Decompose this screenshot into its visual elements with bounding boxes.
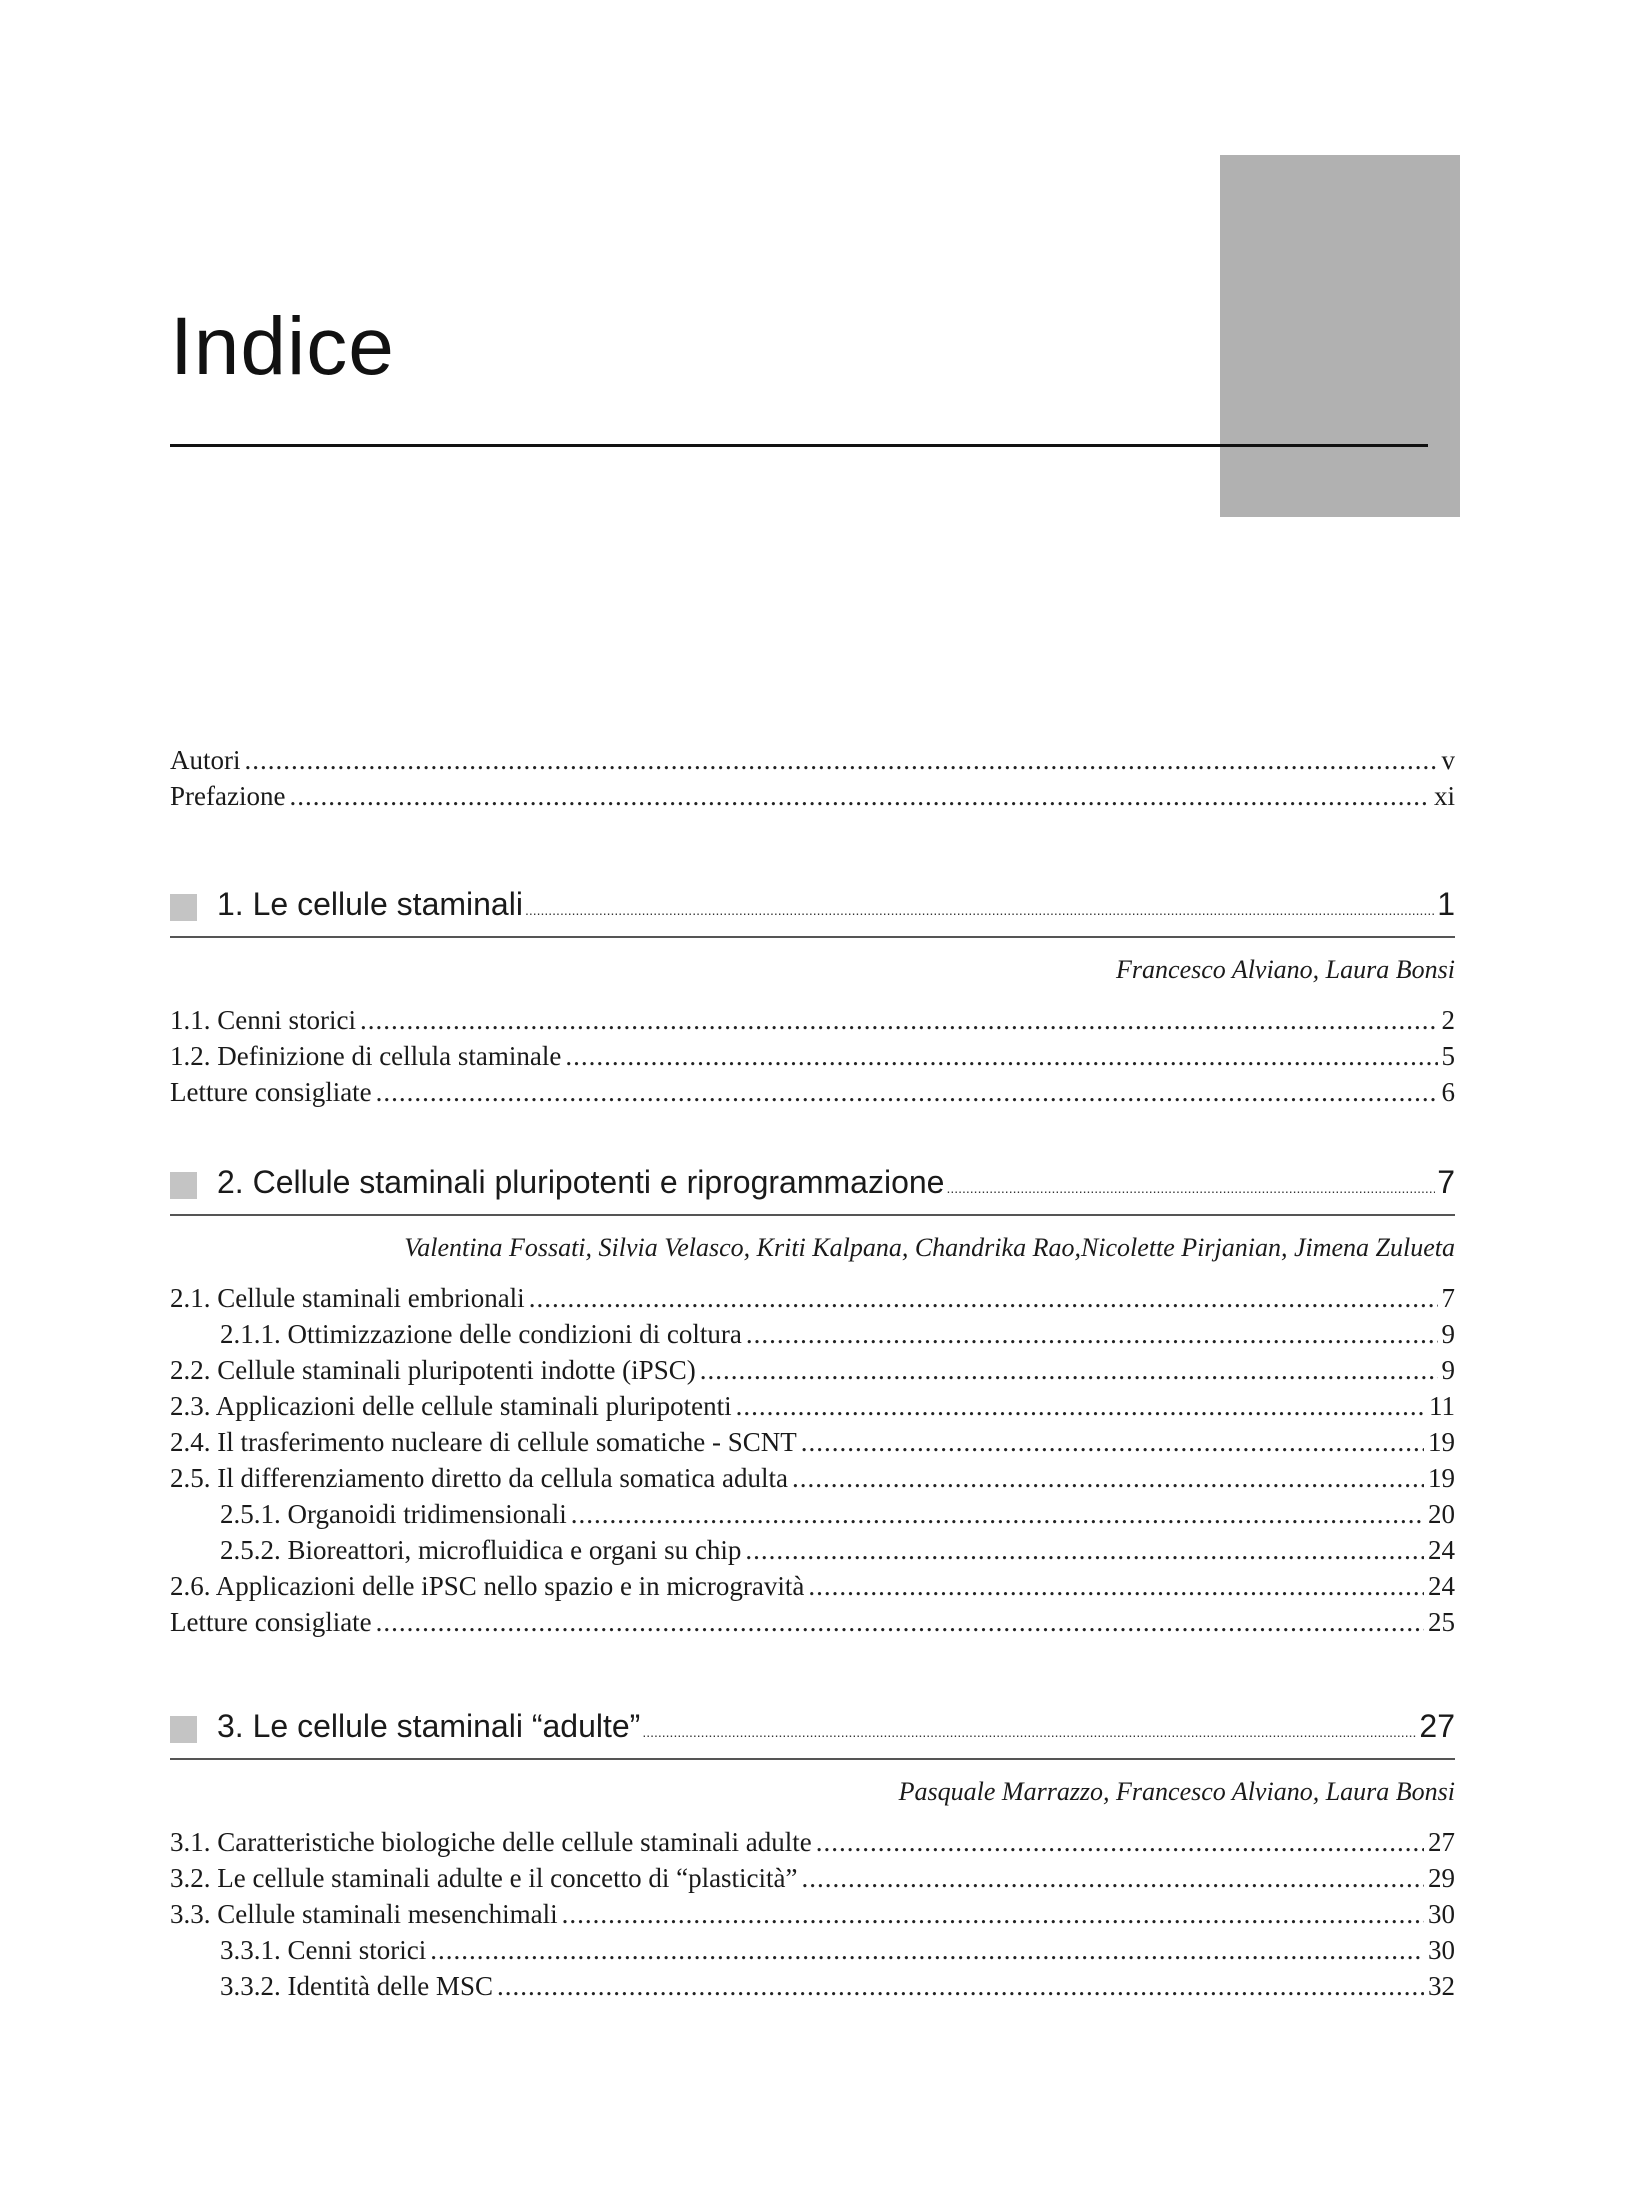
- toc-entry-label: 2.5.2. Bioreattori, microfluidica e organi su chip: [220, 1535, 742, 1565]
- toc-entry-page: 5: [1441, 1041, 1455, 1071]
- toc-entry-page: v: [1441, 745, 1455, 775]
- chapter-heading[interactable]: [170, 882, 1455, 938]
- dot-leader: [802, 1860, 1424, 1896]
- toc-subentry[interactable]: [170, 1932, 1455, 1968]
- dot-leader: [525, 888, 1435, 932]
- toc-entry[interactable]: [170, 1352, 1455, 1388]
- toc-entry[interactable]: [170, 1568, 1455, 1604]
- toc-entry-label: 3.3.1. Cenni storici: [220, 1935, 427, 1965]
- toc-entry-label: 3.1. Caratteristiche biologiche delle cellule staminali adulte: [170, 1827, 812, 1857]
- toc-entry-page: 19: [1428, 1463, 1455, 1493]
- dot-leader: [376, 1074, 1438, 1110]
- chapter-authors: Valentina Fossati, Silvia Velasco, Kriti Kalpana, Chandrika Rao,Nicolette Pirjanian, Jimena Zulueta: [404, 1233, 1455, 1262]
- dot-leader: [565, 1038, 1437, 1074]
- dot-leader: [946, 1166, 1435, 1210]
- toc-entry-page: 20: [1428, 1499, 1455, 1529]
- toc-entry-label: 2.1. Cellule staminali embrionali: [170, 1283, 525, 1313]
- toc-entry-page: 25: [1428, 1607, 1455, 1637]
- toc-entry-page: 11: [1429, 1391, 1455, 1421]
- chapter-title: 2. Cellule staminali pluripotenti e riprogrammazione: [217, 1164, 945, 1200]
- dot-leader: [245, 742, 1438, 778]
- toc-entry-page: 29: [1428, 1863, 1455, 1893]
- toc-entry[interactable]: [170, 1038, 1455, 1074]
- chapter-square-icon: [170, 1172, 197, 1199]
- toc-entry-label: 2.5.1. Organoidi tridimensionali: [220, 1499, 567, 1529]
- title-underline: [170, 444, 1428, 447]
- toc-entry-page: 6: [1441, 1077, 1455, 1107]
- toc-subentry[interactable]: [170, 1532, 1455, 1568]
- toc-entry-page: 32: [1428, 1971, 1455, 2001]
- chapter-2-section: [170, 1160, 1455, 1640]
- toc-entry-page: 24: [1428, 1571, 1455, 1601]
- toc-entry[interactable]: [170, 1460, 1455, 1496]
- chapter-square-icon: [170, 894, 197, 921]
- toc-entry-page: 24: [1428, 1535, 1455, 1565]
- toc-entry-label: 1.1. Cenni storici: [170, 1005, 356, 1035]
- decorative-grey-block: [1220, 155, 1460, 517]
- toc-entry-label: 3.3.2. Identità delle MSC: [220, 1971, 493, 2001]
- dot-leader: [562, 1896, 1424, 1932]
- dot-leader: [529, 1280, 1438, 1316]
- chapter-heading[interactable]: [170, 1704, 1455, 1760]
- toc-entry[interactable]: [170, 1604, 1455, 1640]
- toc-entry[interactable]: [170, 1424, 1455, 1460]
- front-matter-list: [170, 742, 1455, 814]
- chapter-title: 3. Le cellule staminali “adulte”: [217, 1708, 641, 1744]
- toc-entry-page: 7: [1441, 1283, 1455, 1313]
- toc-entry[interactable]: [170, 1896, 1455, 1932]
- chapter-1-section: [170, 882, 1455, 1110]
- toc-entry-label: 2.3. Applicazioni delle cellule staminali pluripotenti: [170, 1391, 732, 1421]
- toc-entry-label: Letture consigliate: [170, 1607, 372, 1637]
- chapter-page: 27: [1419, 1708, 1455, 1744]
- toc-entry-label: Prefazione: [170, 781, 286, 811]
- toc-entry[interactable]: [170, 1074, 1455, 1110]
- toc-entry-page: 27: [1428, 1827, 1455, 1857]
- dot-leader: [376, 1604, 1424, 1640]
- toc-subentry[interactable]: [170, 1496, 1455, 1532]
- chapter-authors: Francesco Alviano, Laura Bonsi: [1116, 955, 1455, 984]
- toc-entry-page: 9: [1441, 1355, 1455, 1385]
- dot-leader: [808, 1568, 1424, 1604]
- toc-entry-page: 9: [1441, 1319, 1455, 1349]
- toc-entry[interactable]: [170, 1002, 1455, 1038]
- toc-entry-label: 3.2. Le cellule staminali adulte e il concetto di “plasticità”: [170, 1863, 798, 1893]
- toc-entry[interactable]: [170, 1388, 1455, 1424]
- toc-entry-page: 30: [1428, 1899, 1455, 1929]
- chapter-page: 7: [1437, 1164, 1455, 1200]
- toc-entry-label: 2.5. Il differenziamento diretto da cellula somatica adulta: [170, 1463, 789, 1493]
- chapter-authors: Pasquale Marrazzo, Francesco Alviano, Laura Bonsi: [898, 1777, 1455, 1806]
- toc-entry-page: xi: [1433, 781, 1455, 811]
- dot-leader: [571, 1496, 1424, 1532]
- chapter-3-section: [170, 1704, 1455, 2004]
- toc-entry[interactable]: [170, 1280, 1455, 1316]
- dot-leader: [642, 1710, 1417, 1754]
- toc-entry-label: 2.2. Cellule staminali pluripotenti indotte (iPSC): [170, 1355, 696, 1385]
- chapter-heading[interactable]: [170, 1160, 1455, 1216]
- toc-entry-label: 2.6. Applicazioni delle iPSC nello spazio e in microgravità: [170, 1571, 805, 1601]
- dot-leader: [700, 1352, 1438, 1388]
- dot-leader: [745, 1532, 1424, 1568]
- dot-leader: [792, 1460, 1424, 1496]
- toc-entry[interactable]: [170, 778, 1455, 814]
- page-title: Indice: [170, 301, 395, 392]
- toc-subentry[interactable]: [170, 1968, 1455, 2004]
- dot-leader: [430, 1932, 1424, 1968]
- toc-entry-label: 3.3. Cellule staminali mesenchimali: [170, 1899, 558, 1929]
- dot-leader: [497, 1968, 1424, 2004]
- dot-leader: [736, 1388, 1425, 1424]
- chapter-page: 1: [1437, 886, 1455, 922]
- toc-entry[interactable]: [170, 1824, 1455, 1860]
- chapter-square-icon: [170, 1716, 197, 1743]
- dot-leader: [289, 778, 1430, 814]
- toc-entry[interactable]: [170, 742, 1455, 778]
- toc-entry-page: 30: [1428, 1935, 1455, 1965]
- toc-entry[interactable]: [170, 1860, 1455, 1896]
- toc-entry-label: Letture consigliate: [170, 1077, 372, 1107]
- dot-leader: [816, 1824, 1424, 1860]
- toc-entry-label: Autori: [170, 745, 241, 775]
- dot-leader: [746, 1316, 1438, 1352]
- toc-entry-page: 19: [1428, 1427, 1455, 1457]
- toc-subentry[interactable]: [170, 1316, 1455, 1352]
- dot-leader: [360, 1002, 1438, 1038]
- dot-leader: [801, 1424, 1424, 1460]
- toc-entry-label: 2.1.1. Ottimizzazione delle condizioni di coltura: [220, 1319, 742, 1349]
- toc-entry-page: 2: [1441, 1005, 1455, 1035]
- chapter-title: 1. Le cellule staminali: [217, 886, 523, 922]
- toc-entry-label: 1.2. Definizione di cellula staminale: [170, 1041, 562, 1071]
- toc-entry-label: 2.4. Il trasferimento nucleare di cellule somatiche - SCNT: [170, 1427, 797, 1457]
